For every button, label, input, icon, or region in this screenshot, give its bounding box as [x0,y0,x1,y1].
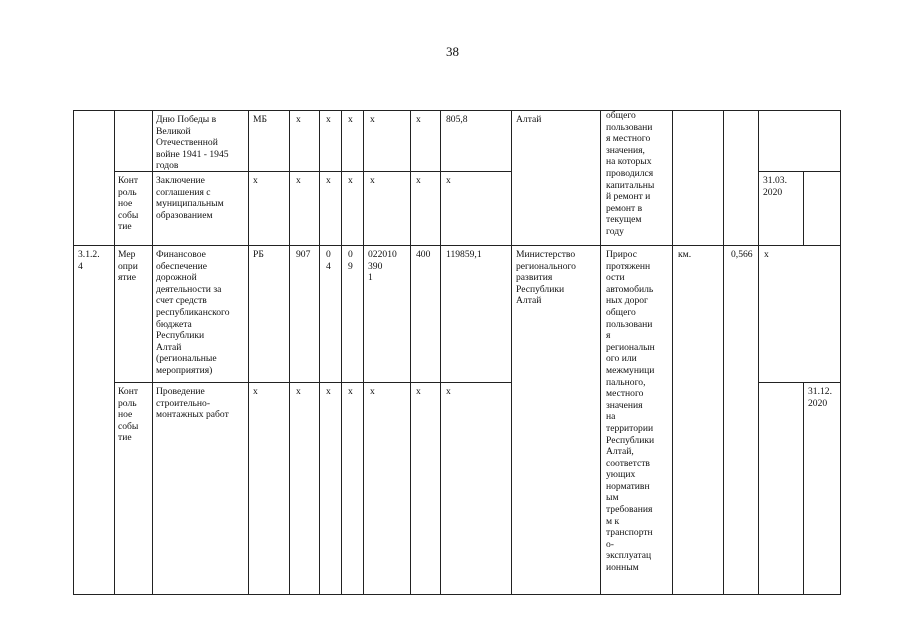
row4-cell: х [296,386,301,397]
col-divider [511,110,512,595]
col-divider [248,110,249,595]
row2-cell: х [326,175,331,186]
row2-name: Заключение соглашения с муниципальным образованием [156,175,224,221]
row2-cell: х [296,175,301,186]
row3-executor: Министерство регионального развития Республики Алтай [516,249,576,307]
col-divider [363,110,364,595]
table-border-bottom [73,594,840,595]
row4-type: Конт роль ное собы тие [118,386,139,444]
col-divider [758,110,759,595]
row-divider [114,382,511,383]
col-divider [672,110,673,595]
col-divider [723,110,724,595]
row3-number: 3.1.2. 4 [78,249,100,272]
row4-cell: х [416,386,421,397]
row-divider [758,171,840,172]
row3-name: Финансовое обеспечение дорожной деятельности за счет средств республиканского бюджета Республики Алтай (региональные мероприятия) [156,249,230,376]
row2-type: Конт роль ное собы тие [118,175,139,233]
row4-budget: х [253,386,258,397]
row3-type: Мер опри ятие [118,249,138,284]
row3-pr: 0 9 [348,249,353,272]
row4-name: Проведение строительно- монтажных работ [156,386,229,421]
row1-cell: х [370,114,375,125]
table-border-right [840,110,841,595]
indicator-top: общего пользовани я местного значения, на которых проводился капитальны й ремонт и ремонт в текущем году [606,110,655,237]
row1-cell: х [326,114,331,125]
col-divider [410,110,411,595]
row4-date: 31.12. 2020 [808,386,832,409]
row4-cell: х [370,386,375,397]
col-divider [289,110,290,595]
row3-vr: 400 [416,249,431,260]
row3-unit: км. [678,249,692,260]
row3-amount: 119859,1 [446,249,482,260]
row2-cell: х [370,175,375,186]
row2-cell: х [416,175,421,186]
table-border-left [73,110,74,595]
row-divider [73,245,840,246]
row3-value: 0,566 [731,249,753,260]
row3-rz: 0 4 [326,249,331,272]
row4-cell: х [446,386,451,397]
row3-grbs: 907 [296,249,311,260]
row2-cell: х [348,175,353,186]
row2-date: 31.03. 2020 [763,175,787,198]
col-divider [600,110,601,595]
row2-cell: х [446,175,451,186]
col-divider [803,382,804,594]
row1-budget: МБ [253,114,268,125]
col-divider [114,110,115,595]
row4-cell: х [348,386,353,397]
col-divider [341,110,342,595]
row4-cell: х [326,386,331,397]
row1-name: Дню Победы в Великой Отечественной войне 1941 - 1945 годов [156,114,229,172]
row3-budget: РБ [253,249,264,260]
row1-cell: х [296,114,301,125]
row-divider [758,382,840,383]
row1-cell: х [416,114,421,125]
row1-cell: х [348,114,353,125]
row3-mark: х [764,249,769,260]
row3-csr: 022010 390 1 [368,249,397,284]
row1-executor: Алтай [516,114,542,125]
col-divider [440,110,441,595]
col-divider [803,171,804,245]
col-divider [319,110,320,595]
table-border-top [73,110,840,111]
row1-amount: 805,8 [446,114,468,125]
row2-budget: х [253,175,258,186]
col-divider [152,110,153,595]
page-number: 38 [446,44,459,59]
indicator-bottom: Прирос протяженн ости автомобиль ных дорог общего пользовани я регионалын ого или межмуници пального, местного значения на территории Республики Алтай, соответств ующих нормативн ым требования м к транспортн о- эксплуатац ионным [606,249,655,574]
